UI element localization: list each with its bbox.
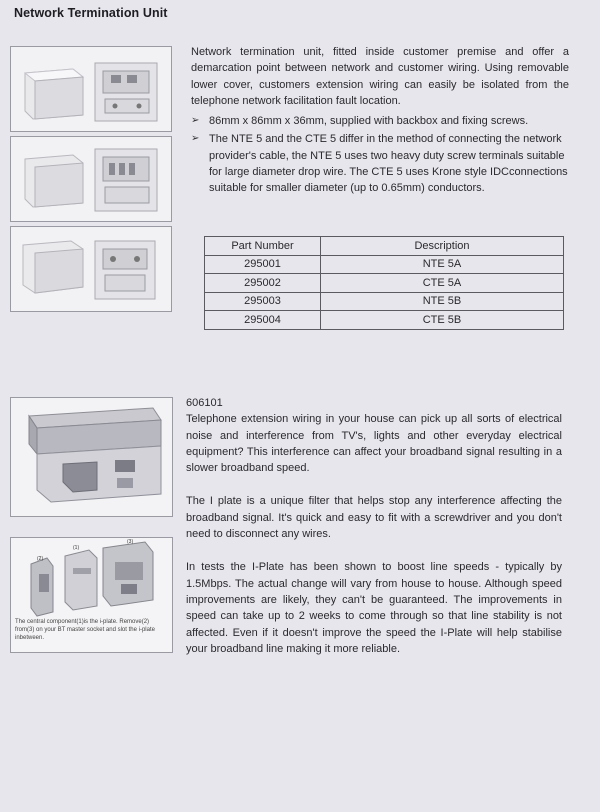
table-row — [205, 274, 564, 293]
diagram-caption: The central component(1)is the i-plate. Remove(2) from(3) on your BT master socket and slot the i-plate inbetween. — [15, 619, 155, 641]
bullet-text: 86mm x 86mm x 36mm, supplied with backbox and fixing screws. — [209, 115, 529, 128]
bullet-item — [191, 131, 569, 196]
iplate-diagram — [10, 537, 173, 653]
product-code: 606101 — [186, 397, 223, 409]
description-cell: CTE 5B — [321, 311, 564, 330]
part-number-cell: 295001 — [205, 255, 321, 274]
iplate-section — [186, 395, 562, 657]
product-photo-nte5b — [10, 226, 172, 312]
description-cell: NTE 5A — [321, 255, 564, 274]
arrow-bullet-icon: ➢ — [191, 115, 200, 127]
diagram-label-3: (3) — [127, 539, 134, 545]
intro-paragraph: Network termination unit, fitted inside customer premise and offer a demarcation point between network and customer wiring. Using removable lower cover, customers extension wiring can easily be isolated from the telephone network facilitation fault location. — [191, 46, 569, 107]
diagram-label-1: (1) — [73, 545, 80, 551]
iplate-paragraph: Telephone extension wiring in your house can pick up all sorts of electrical noise and interference from TV's, lights and other everyday electrical equipment? This interference can affect your broadband signal resulting in a slower broadband speed. — [186, 413, 562, 475]
table-header-row — [205, 237, 564, 256]
column-header-description: Description — [321, 237, 564, 256]
iplate-photo — [10, 397, 173, 517]
product-photos — [10, 46, 170, 316]
table-row — [205, 292, 564, 311]
table-row — [205, 255, 564, 274]
diagram-label-2: (2) — [37, 556, 44, 562]
iplate-paragraph: In tests the I-Plate has been shown to boost line speeds - typically by 1.5Mbps. The actual change will vary from house to house. Although speed improvements are likely, they can't be guaranteed. The improvements in speed can take up to 2 weeks to come through so that line stability is not affected. Even if it doesn't improve the speed the I-Plate will help stabilise your broadband line making it more reliable. — [186, 561, 562, 655]
arrow-bullet-icon: ➢ — [191, 133, 200, 145]
product-photo-cte5a — [10, 136, 172, 222]
description-cell: NTE 5B — [321, 292, 564, 311]
part-number-cell: 295004 — [205, 311, 321, 330]
table-row — [205, 311, 564, 330]
parts-table — [204, 236, 564, 330]
part-number-cell: 295003 — [205, 292, 321, 311]
description-cell: CTE 5A — [321, 274, 564, 293]
column-header-part-number: Part Number — [205, 237, 321, 256]
page-title: Network Termination Unit — [14, 6, 168, 20]
iplate-paragraph: The I plate is a unique filter that helps stop any interference affecting the broadband signal. It's quick and easy to fit with a screwdriver and you don't need to disconnect any wires. — [186, 495, 562, 541]
bullet-item — [191, 113, 569, 129]
product-photo-nte5a — [10, 46, 172, 132]
part-number-cell: 295002 — [205, 274, 321, 293]
intro-section — [191, 44, 569, 197]
bullet-text: The NTE 5 and the CTE 5 differ in the method of connecting the network provider's cable, the NTE 5 uses two heavy duty screw terminals suitable for large diameter drop wire. The CTE 5 uses Krone style IDCconnections suitable for smaller diameter (up to 0.65mm) conductors. — [209, 133, 568, 195]
